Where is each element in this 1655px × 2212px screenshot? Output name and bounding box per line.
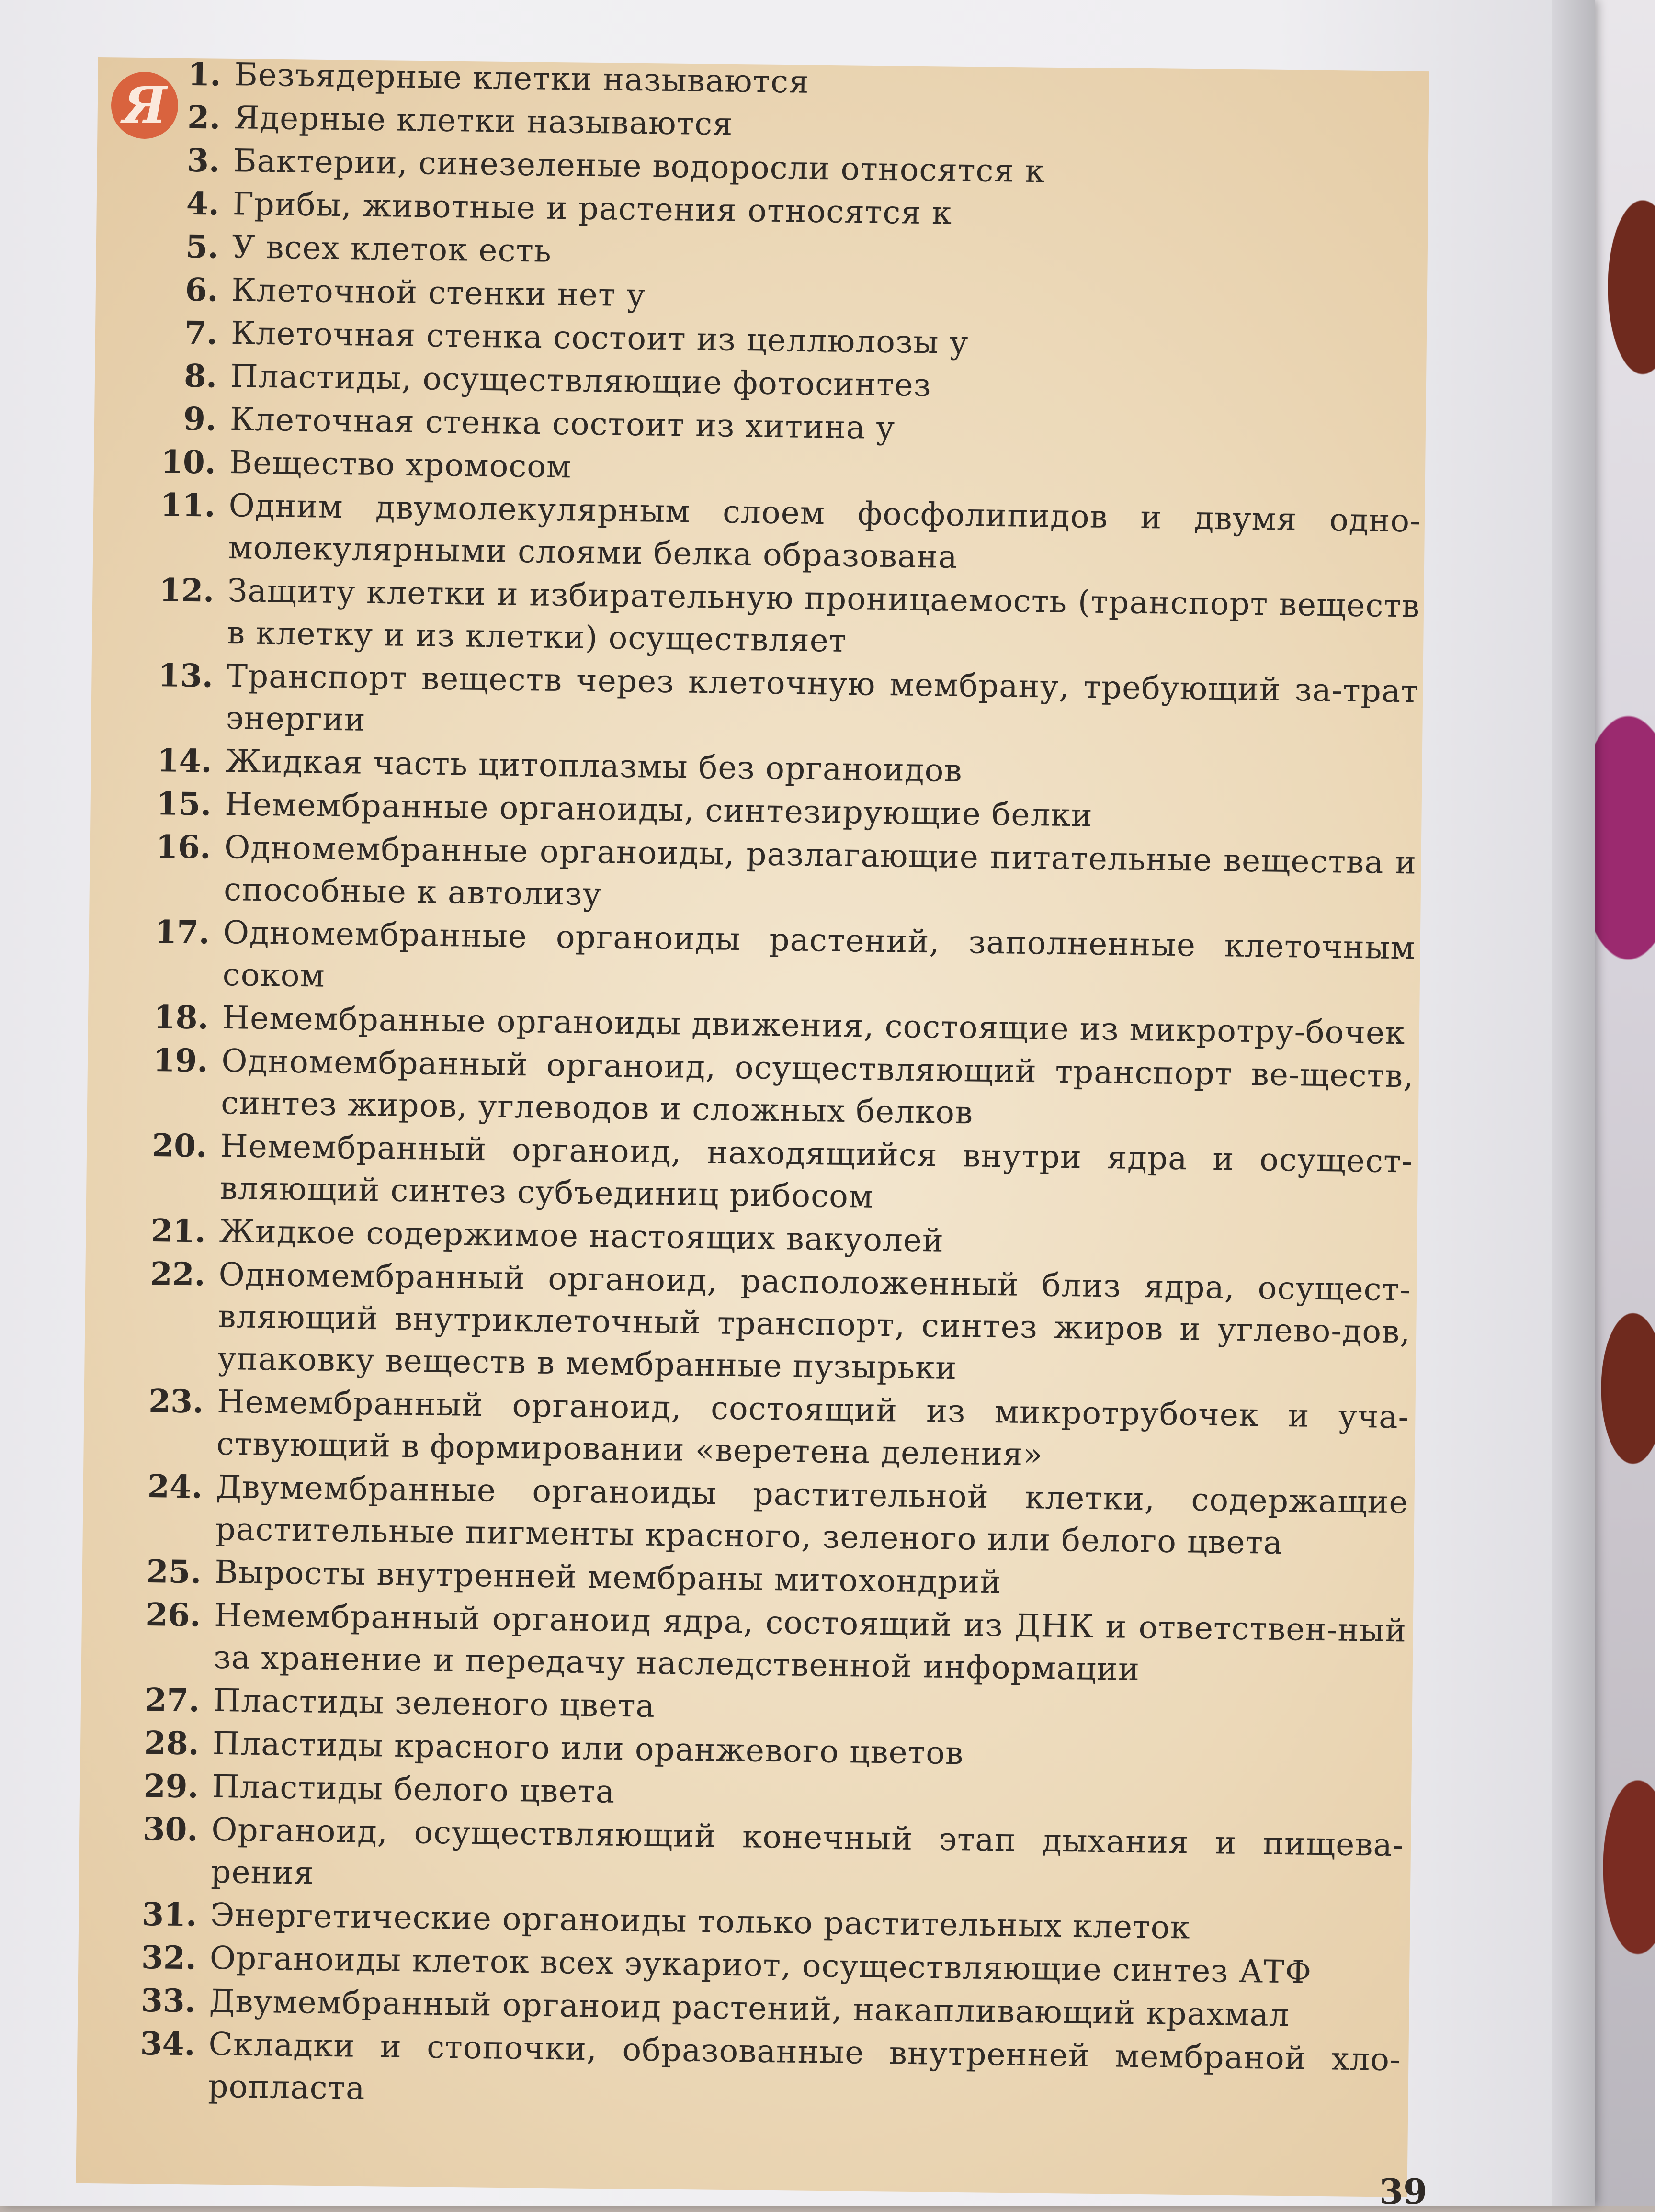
item-number: 5. xyxy=(185,227,219,266)
page-edge xyxy=(1552,0,1595,2206)
item-text: Пластиды зеленого цвета xyxy=(213,1682,656,1725)
item-number: 24. xyxy=(147,1467,203,1506)
item-text: Безъядерные клетки называются xyxy=(234,56,810,101)
item-number: 26. xyxy=(145,1595,201,1634)
list-item xyxy=(131,2022,1401,2123)
item-number: 4. xyxy=(186,184,220,223)
item-number: 19. xyxy=(153,1041,208,1080)
item-number: 10. xyxy=(160,443,216,481)
item-text: Транспорт веществ через клеточную мембрану, требующий за-трат энергии xyxy=(226,657,1419,738)
item-number: 28. xyxy=(144,1724,200,1762)
item-text: Немембранные органоиды, синтезирующие белки xyxy=(224,785,1093,834)
list-item xyxy=(149,654,1419,755)
item-text: Немембранные органоиды движения, состоящие из микротру-бочек xyxy=(222,999,1406,1052)
item-number: 9. xyxy=(183,400,217,438)
item-text: Одним двумолекулярным слоем фосфолипидов и двумя одно-молекулярными слоями белка образована xyxy=(227,487,1421,576)
item-text: Двумембранный органоид растений, накапливающий крахмал xyxy=(209,1982,1290,2034)
item-text: Двумембранные органоиды растительной клетки, содержащие растительные пигменты красного, зеленого или белого цвета xyxy=(215,1468,1409,1562)
list-item xyxy=(138,1465,1408,1566)
item-number: 32. xyxy=(141,1938,197,1977)
item-text: Пластиды красного или оранжевого цветов xyxy=(212,1725,964,1772)
item-number: 34. xyxy=(140,2024,196,2063)
list-item xyxy=(137,1593,1407,1694)
item-number: 29. xyxy=(143,1767,199,1806)
item-number: 18. xyxy=(153,998,209,1037)
item-text: Пластиды белого цвета xyxy=(212,1768,615,1810)
item-text: Клеточная стенка состоит из хитина у xyxy=(229,401,896,447)
item-number: 12. xyxy=(159,571,215,609)
item-number: 7. xyxy=(184,314,218,352)
item-text: Клеточная стенка состоит из целлюлозы у xyxy=(230,315,969,361)
item-text: Бактерии, синезеленые водоросли относятся к xyxy=(233,142,1045,190)
item-text: Немембранный органоид, находящийся внутри ядра и осущест-вляющий синтез субъединиц рибосом xyxy=(219,1127,1413,1215)
item-number: 14. xyxy=(157,742,213,780)
item-text: Вещество хромосом xyxy=(229,444,572,485)
item-text: Одномембранный органоид, расположенный близ ядра, осущест-вляющий внутриклеточный транспорт, синтез жиров и углево-дов, упаковку веществ в мембранные пузырьки xyxy=(217,1255,1411,1387)
item-text: Одномембранный органоид, осуществляющий транспорт ве-ществ, синтез жиров, углеводов и сложных белков xyxy=(220,1042,1414,1131)
item-text: Жидкое содержимое настоящих вакуолей xyxy=(219,1212,944,1259)
list-item xyxy=(144,1039,1414,1140)
item-number: 20. xyxy=(151,1127,207,1165)
item-text: Ядерные клетки называются xyxy=(233,99,734,143)
item-text: Клеточной стенки нет у xyxy=(231,271,646,314)
item-number: 30. xyxy=(143,1810,198,1849)
item-number: 17. xyxy=(154,913,210,951)
item-number: 13. xyxy=(158,656,214,695)
list-item xyxy=(134,1808,1404,1909)
item-number: 8. xyxy=(183,357,217,395)
section-badge-icon: Я xyxy=(111,72,178,139)
question-list xyxy=(131,53,1427,2124)
item-text: Выросты внутренней мембраны митохондрий xyxy=(214,1553,1002,1601)
item-number: 31. xyxy=(141,1895,197,1934)
item-text: Складки и стопочки, образованные внутренней мембраной хло-ропласта xyxy=(207,2025,1401,2107)
item-text: Грибы, животные и растения относятся к xyxy=(232,185,952,232)
item-number: 27. xyxy=(144,1681,200,1719)
item-number: 22. xyxy=(150,1255,206,1293)
item-number: 21. xyxy=(150,1212,206,1250)
item-text: Пластиды, осуществляющие фотосинтез xyxy=(230,358,932,404)
item-number: 3. xyxy=(186,141,220,180)
item-number: 1. xyxy=(188,55,221,93)
item-number: 2. xyxy=(187,98,221,136)
item-text: Жидкая часть цитоплазмы без органоидов xyxy=(225,742,963,790)
item-text: Немембранный органоид ядра, состоящий из ДНК и ответствен-ный за хранение и передачу наследственной информации xyxy=(213,1596,1407,1688)
list-item xyxy=(141,1253,1411,1396)
item-number: 23. xyxy=(148,1382,204,1421)
item-text: Органоид, осуществляющий конечный этап дыхания и пищева-рения xyxy=(210,1811,1404,1892)
page-number: 39 xyxy=(1379,2171,1428,2212)
item-text: Защиту клетки и избирательную проницаемость (транспорт веществ в клетку и из клетки) осуществляет xyxy=(227,572,1420,659)
item-number: 11. xyxy=(160,486,216,524)
item-text: Одномембранные органоиды растений, заполненные клеточным соком xyxy=(222,914,1416,994)
item-number: 25. xyxy=(146,1552,202,1591)
item-text: Одномембранные органоиды, разлагающие питательные вещества и способные к автолизу xyxy=(223,828,1417,913)
item-number: 6. xyxy=(185,271,219,309)
list-item xyxy=(150,569,1420,670)
list-item xyxy=(151,484,1421,585)
item-number: 15. xyxy=(156,785,212,823)
item-number: 16. xyxy=(155,828,211,866)
list-item xyxy=(143,1124,1413,1225)
list-item xyxy=(146,911,1416,1012)
item-text: Энергетические органоиды только растительных клеток xyxy=(210,1896,1191,1946)
item-number: 33. xyxy=(140,1981,196,2020)
item-text: Немембранный органоид, состоящий из микротрубочек и уча-ствующий в формировании «веретена деления» xyxy=(216,1383,1410,1473)
item-text: У всех клеток есть xyxy=(232,228,552,270)
list-item xyxy=(139,1380,1409,1481)
list-item xyxy=(147,825,1417,926)
item-text: Органоиды клеток всех эукариот, осуществляющие синтез АТФ xyxy=(209,1939,1312,1991)
